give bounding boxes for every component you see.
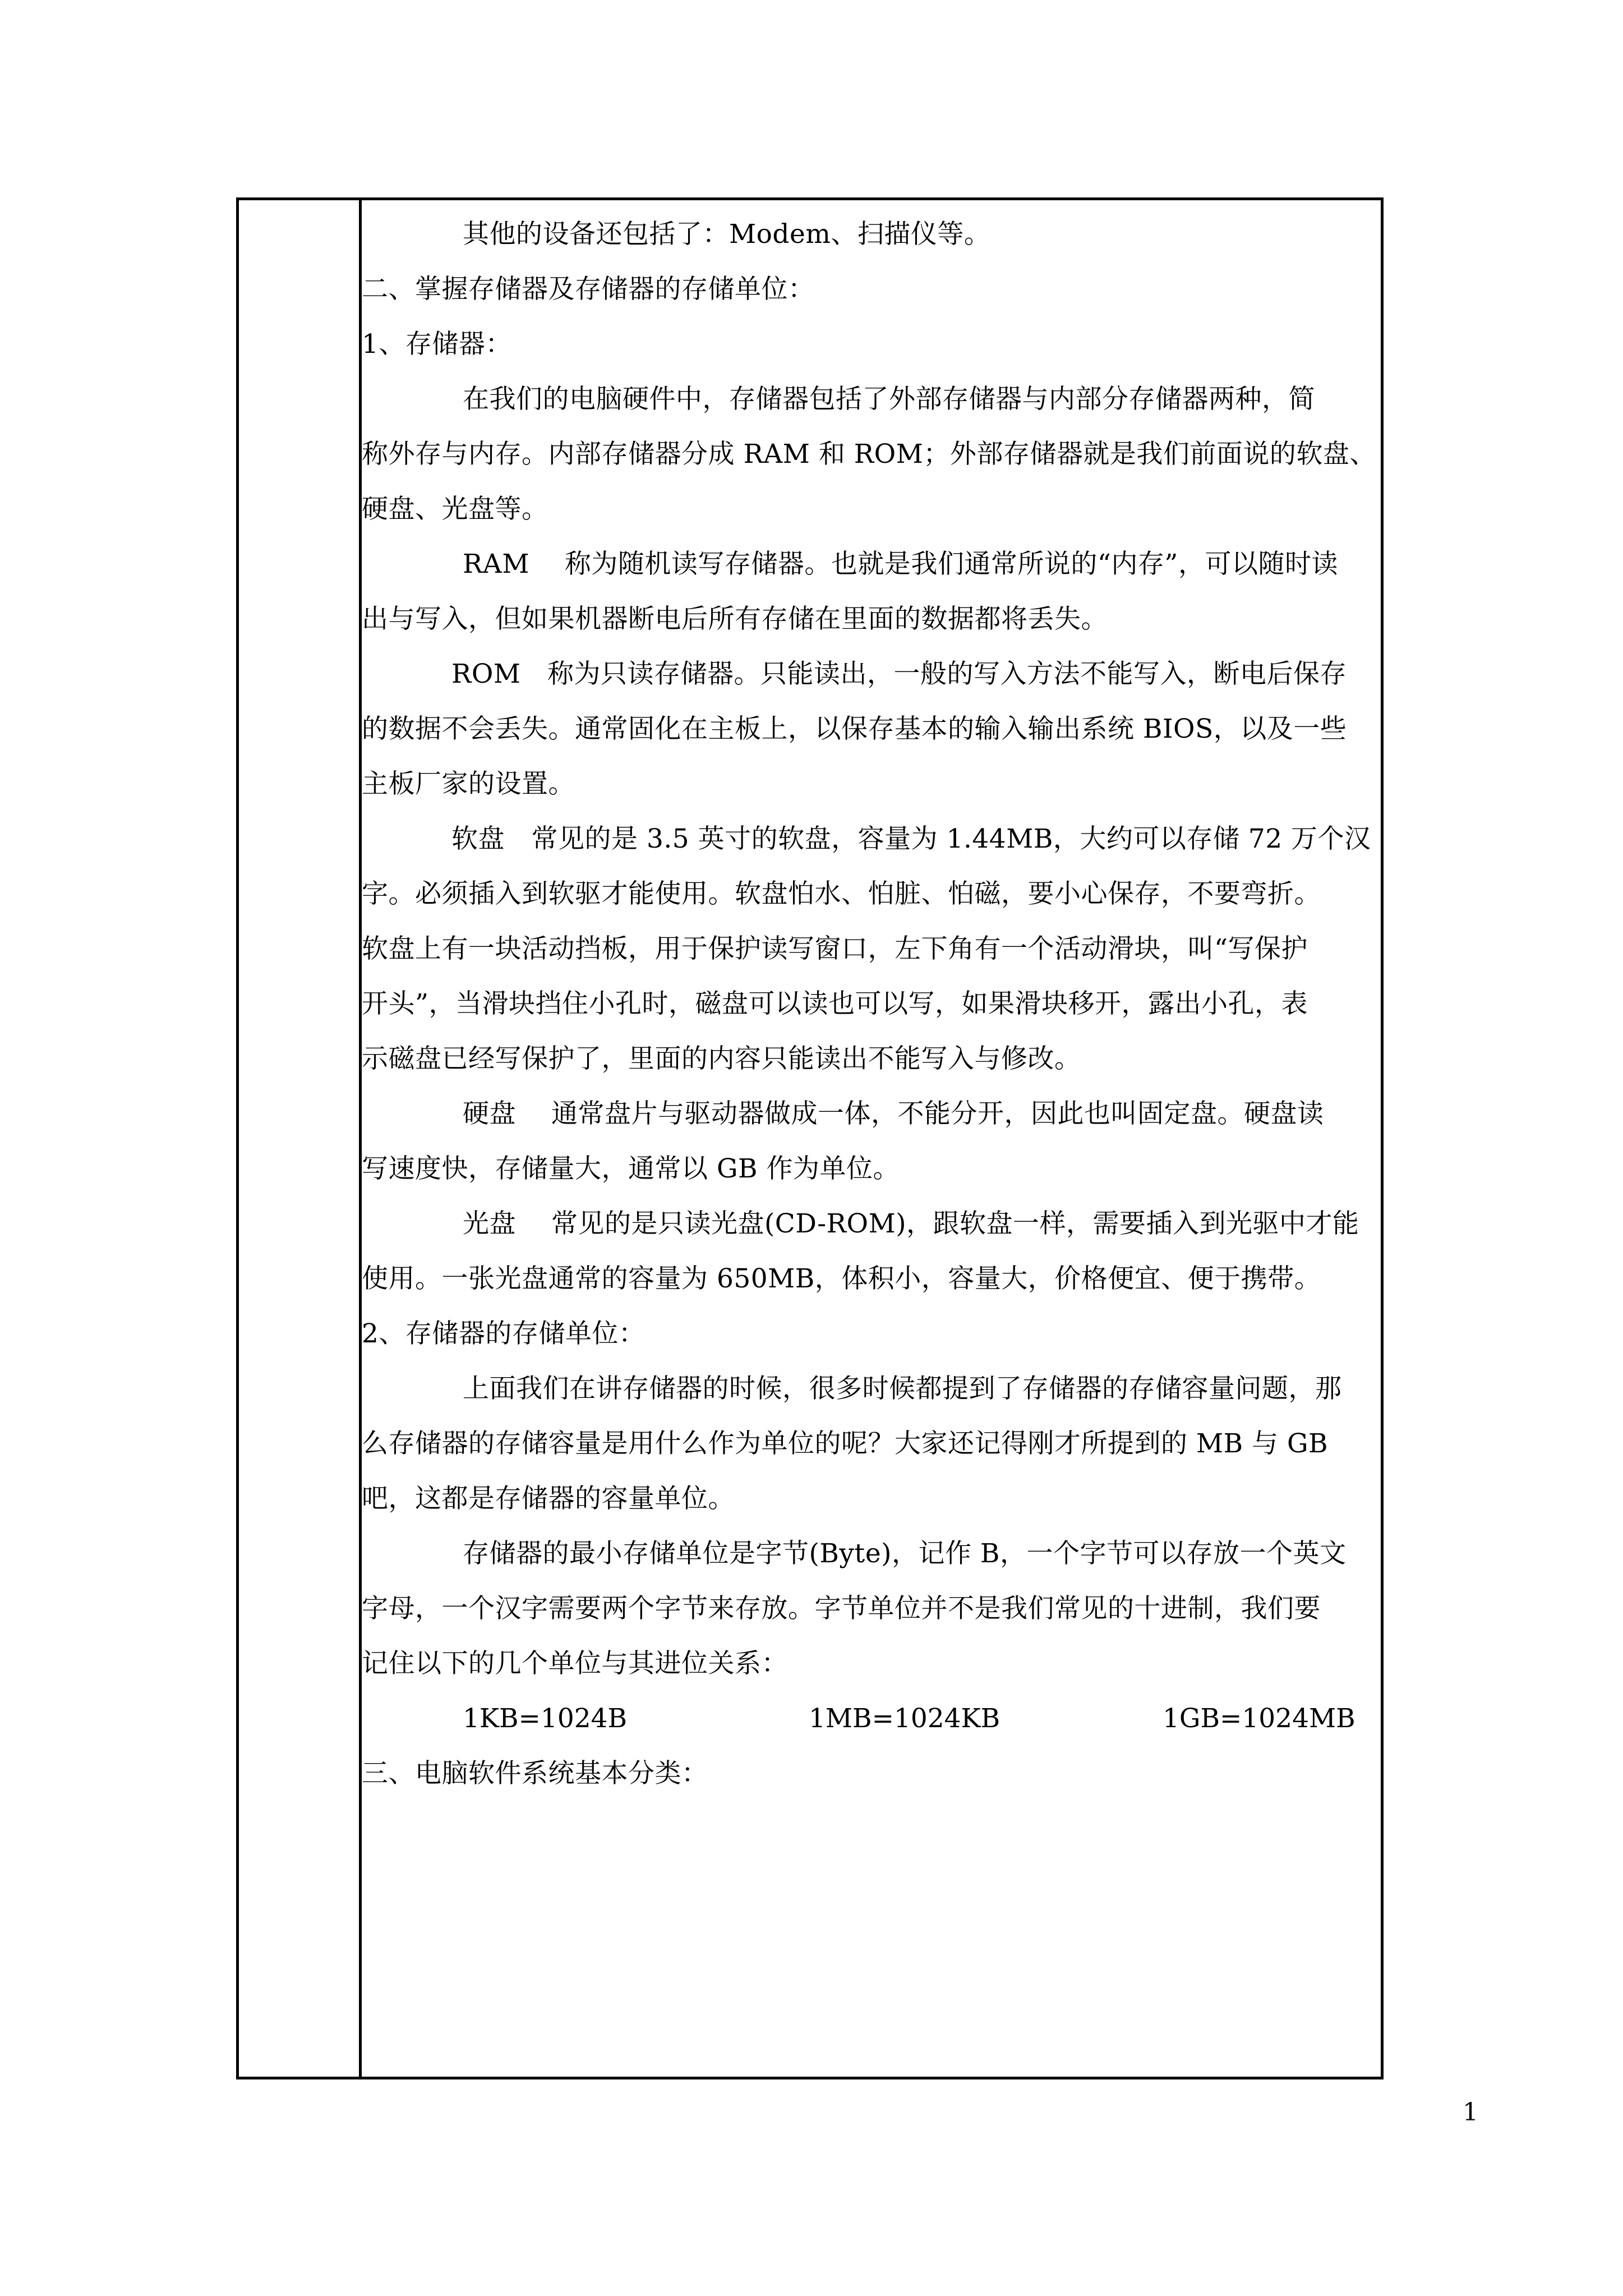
subsection-heading: 2、存储器的存储单位：: [362, 1318, 645, 1349]
unit-kb: 1KB=1024B: [463, 1703, 628, 1734]
unit-gb: 1GB=1024MB: [1163, 1703, 1355, 1734]
text-line: 其他的设备还包括了：Modem、扫描仪等。: [463, 219, 991, 250]
text-line: 的数据不会丢失。通常固化在主板上，以保存基本的输入输出系统 BIOS，以及一些: [362, 714, 1347, 744]
text-line: 光盘 常见的是只读光盘(CD-ROM)，跟软盘一样，需要插入到光驱中才能: [463, 1208, 1359, 1239]
text-line: 硬盘 通常盘片与驱动器做成一体，不能分开，因此也叫固定盘。硬盘读: [463, 1098, 1324, 1129]
unit-mb: 1MB=1024KB: [809, 1703, 1000, 1734]
text-line: 记住以下的几个单位与其进位关系：: [362, 1648, 788, 1679]
text-line: RAM 称为随机读写存储器。也就是我们通常所说的“内存”，可以随时读: [463, 549, 1338, 579]
text-line: 写速度快，存储量大，通常以 GB 作为单位。: [362, 1153, 900, 1184]
text-line: 开头”，当滑块挡住小孔时，磁盘可以读也可以写，如果滑块移开，露出小孔，表: [362, 988, 1308, 1019]
text-line: 吧，这都是存储器的容量单位。: [362, 1483, 735, 1514]
page-number: 1: [1463, 2098, 1478, 2127]
section-heading: 三、电脑软件系统基本分类：: [362, 1758, 708, 1789]
subsection-heading: 1、存储器：: [362, 329, 512, 360]
text-line: 软盘 常见的是 3.5 英寸的软盘，容量为 1.44MB，大约可以存储 72 万个汉: [451, 823, 1371, 854]
text-line: 软盘上有一块活动挡板，用于保护读写窗口，左下角有一个活动滑块，叫“写保护: [362, 933, 1308, 964]
section-heading: 二、掌握存储器及存储器的存储单位：: [362, 274, 815, 305]
text-line: 示磁盘已经写保护了，里面的内容只能读出不能写入与修改。: [362, 1043, 1081, 1074]
text-line: 硬盘、光盘等。: [362, 494, 548, 524]
text-line: 么存储器的存储容量是用什么作为单位的呢？大家还记得刚才所提到的 MB 与 GB: [362, 1428, 1329, 1459]
text-line: 称外存与内存。内部存储器分成 RAM 和 ROM；外部存储器就是我们前面说的软盘、: [362, 439, 1376, 470]
text-line: 主板厂家的设置。: [362, 769, 575, 799]
text-line: 在我们的电脑硬件中，存储器包括了外部存储器与内部分存储器两种，简: [463, 384, 1315, 415]
text-line: 字。必须插入到软驱才能使用。软盘怕水、怕脏、怕磁，要小心保存，不要弯折。: [362, 878, 1321, 909]
table-content-cell: [362, 200, 1381, 2077]
text-line: ROM 称为只读存储器。只能读出，一般的写入方法不能写入，断电后保存: [451, 659, 1347, 689]
text-line: 上面我们在讲存储器的时候，很多时候都提到了存储器的存储容量问题，那: [463, 1373, 1342, 1404]
text-line: 存储器的最小存储单位是字节(Byte)，记作 B，一个字节可以存放一个英文: [463, 1538, 1347, 1569]
text-line: 使用。一张光盘通常的容量为 650MB，体积小，容量大，价格便宜、便于携带。: [362, 1263, 1321, 1294]
document-table: [236, 197, 1384, 2079]
text-line: 字母，一个汉字需要两个字节来存放。字节单位并不是我们常见的十进制，我们要: [362, 1593, 1321, 1624]
text-line: 出与写入，但如果机器断电后所有存储在里面的数据都将丢失。: [362, 604, 1108, 634]
